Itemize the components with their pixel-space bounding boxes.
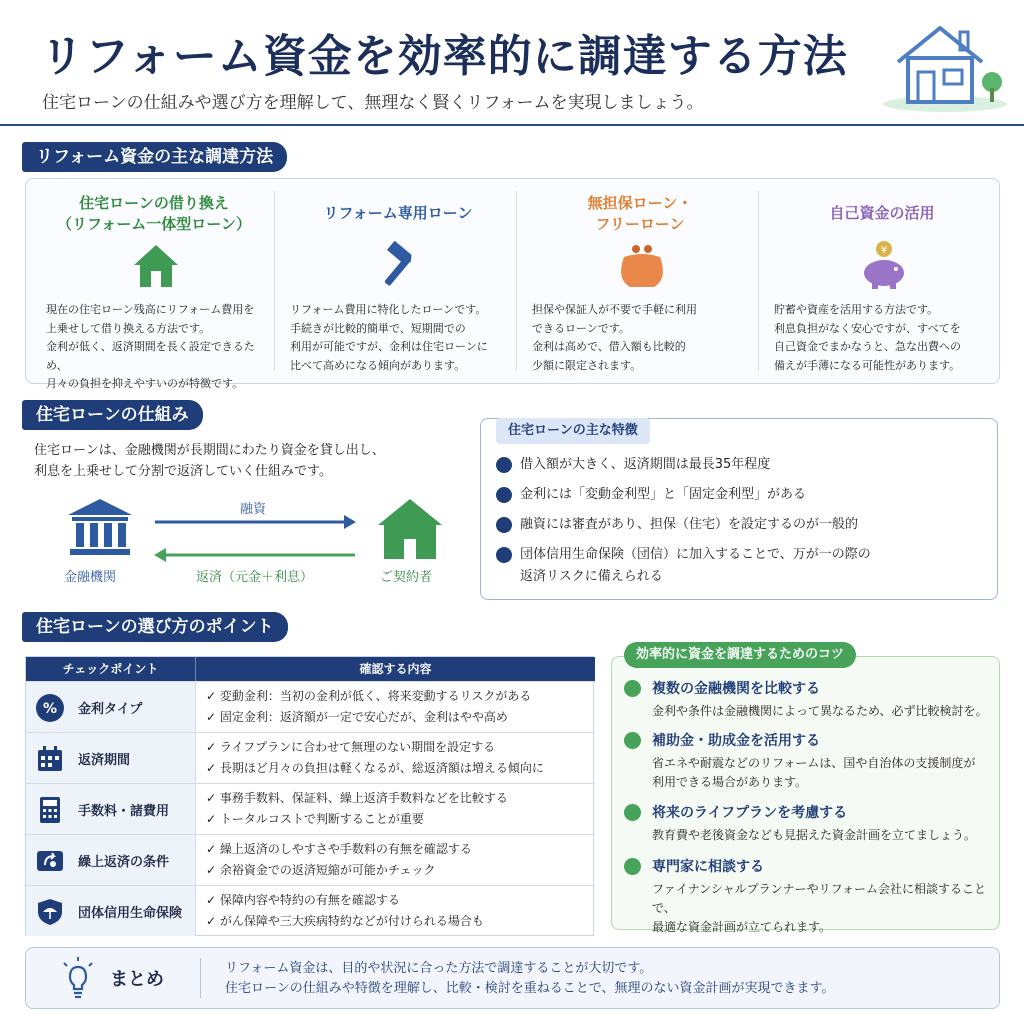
method-title: 自己資金の活用 — [829, 204, 935, 222]
row-category: 返済期間 — [26, 733, 196, 783]
piggy-bank-icon — [858, 239, 910, 291]
method-description: 担保や保証人が不要で手軽に利用 できるローンです。 金利は高めで、借入額も比較的 少額に限定されます。 — [532, 303, 697, 372]
row-category: 繰上返済の条件 — [26, 835, 196, 885]
table-row — [26, 885, 595, 936]
method-divider — [516, 191, 517, 371]
check-circle-icon — [496, 457, 512, 473]
row-details: ✓ ライフプランに合わせて無理のない期間を設定する ✓ 長期ほど月々の負担は軽くなるが、総返済額は増える傾向に — [206, 740, 544, 775]
page-title: リフォーム資金を効率的に調達する方法 — [40, 31, 848, 82]
tip-description: 教育費や老後資金なども見据えた資金計画を立てましょう。 — [652, 828, 977, 842]
tip-title: 補助金・助成金を活用する — [652, 733, 820, 749]
repay-arrow — [154, 548, 355, 562]
check-circle-icon — [496, 487, 512, 503]
check-circle-icon — [624, 680, 641, 697]
tip-description: ファイナンシャルプランナーやリフォーム会社に相談することで、 最適な資金計画が立てられます。 — [652, 882, 987, 934]
lightbulb-icon — [60, 957, 96, 999]
calendar-icon — [36, 745, 64, 773]
row-details: ✓ 繰上返済のしやすさや手数料の有無を確認する ✓ 余裕資金での返済短縮が可能かチェック — [206, 842, 472, 877]
umbrella-shield-icon — [36, 898, 64, 926]
method-title: 無担保ローン・ フリーローン — [587, 194, 693, 233]
method-description: 貯蓄や資産を活用する方法です。 利息負担がなく安心ですが、すべてを 自己資金でまかなうと、急な出費への 備えが手薄になる可能性があります。 — [774, 303, 961, 372]
coin-purse-icon — [616, 239, 668, 291]
house-with-tree-icon — [880, 18, 1010, 114]
method-divider — [274, 191, 275, 371]
borrower-label: ご契約者 — [380, 570, 433, 585]
method-description: リフォーム費用に特化したローンです。 手続きが比較的簡単で、短期間での 利用が可能ですが、金利は住宅ローンに 比べて高めになる傾向があります。 — [290, 303, 488, 372]
row-details: ✓ 事務手数料、保証料、繰上返済手数料などを比較する ✓ トータルコストで判断することが重要 — [206, 791, 508, 826]
method-card-free-loan — [520, 187, 760, 377]
table-row — [26, 681, 595, 732]
percent-icon — [36, 694, 64, 722]
row-details: ✓ 保障内容や特約の有無を確認する ✓ がん保障や三大疾病特約などが付けられる場合も — [206, 893, 484, 928]
method-description: 現在の住宅ローン残高にリフォーム費用を 上乗せして借り換える方法です。 金利が低く、返済期間を長く設定できるため、 月々の負担を抑えやすいのが特徴です。 — [46, 303, 255, 390]
lender-label: 金融機関 — [64, 570, 117, 585]
methods-heading: リフォーム資金の主な調達方法 — [22, 142, 287, 172]
method-title: 住宅ローンの借り換え （リフォーム一体型ローン） — [57, 194, 251, 233]
hammer-icon — [374, 239, 426, 291]
column-header: 確認する内容 — [359, 662, 432, 676]
house-icon — [378, 499, 442, 559]
repayment-icon — [36, 847, 64, 875]
method-card-refinance — [34, 187, 274, 390]
mechanism-heading: 住宅ローンの仕組み — [22, 400, 203, 430]
table-header — [26, 657, 595, 681]
row-category: 手数料・諸費用 — [26, 784, 196, 834]
table-row — [26, 783, 595, 834]
column-header: チェックポイント — [26, 657, 196, 681]
calculator-icon — [36, 796, 64, 824]
tip-title: 将来のライフプランを考慮する — [652, 805, 848, 821]
svg-text:¥: ¥ — [880, 245, 888, 256]
tips-heading: 効率的に資金を調達するためのコツ — [624, 642, 856, 668]
summary-text: リフォーム資金は、目的や状況に合った方法で調達することが大切です。 住宅ローンの仕組みや特徴を理解し、比較・検討を重ねることで、無理のない資金計画が実現できます。 — [225, 961, 835, 996]
tip-title: 専門家に相談する — [652, 859, 764, 875]
check-circle-icon — [496, 547, 512, 563]
points-table — [25, 656, 594, 936]
house-icon — [130, 239, 182, 291]
row-category: 団体信用生命保険 — [26, 886, 196, 936]
tip-description: 省エネや耐震などのリフォームは、国や自治体の支援制度が 利用できる場合があります。 — [652, 756, 976, 789]
check-circle-icon — [496, 517, 512, 533]
points-heading: 住宅ローンの選び方のポイント — [22, 612, 288, 642]
repay-label: 返済（元金＋利息） — [196, 570, 314, 585]
method-card-reform-loan — [278, 187, 518, 377]
page-subtitle: 住宅ローンの仕組みや選び方を理解して、無理なく賢くリフォームを実現しましょう。 — [42, 93, 704, 113]
table-row — [26, 834, 595, 885]
svg-text:%: % — [42, 701, 58, 717]
table-row — [26, 732, 595, 783]
mechanism-description: 住宅ローンは、金融機関が長期間にわたり資金を貸し出し、 利息を上乗せして分割で返済していく仕組みです。 — [34, 443, 385, 479]
row-category: % 金利タイプ — [26, 682, 196, 732]
page-header — [0, 0, 1024, 126]
tip-title: 複数の金融機関を比較する — [652, 681, 820, 697]
row-details: ✓ 変動金利：当初の金利が低く、将来変動するリスクがある ✓ 固定金利：返済額が一定で安心だが、金利はやや高め — [206, 689, 532, 724]
loan-arrow — [155, 515, 356, 529]
check-circle-icon — [624, 732, 641, 749]
method-card-own-funds — [762, 187, 1002, 377]
header-divider — [0, 124, 1024, 126]
tip-description: 金利や条件は金融機関によって異なるため、必ず比較検討を。 — [652, 704, 988, 718]
summary-divider — [200, 958, 201, 998]
method-title: リフォーム専用ローン — [323, 204, 473, 222]
features-heading: 住宅ローンの主な特徴 — [496, 418, 650, 444]
method-divider — [758, 191, 759, 371]
check-circle-icon — [624, 858, 641, 875]
summary-label: まとめ — [110, 969, 164, 990]
methods-panel — [25, 178, 1000, 390]
bank-icon — [68, 499, 132, 555]
loan-label: 融資 — [240, 502, 267, 517]
check-circle-icon — [624, 804, 641, 821]
